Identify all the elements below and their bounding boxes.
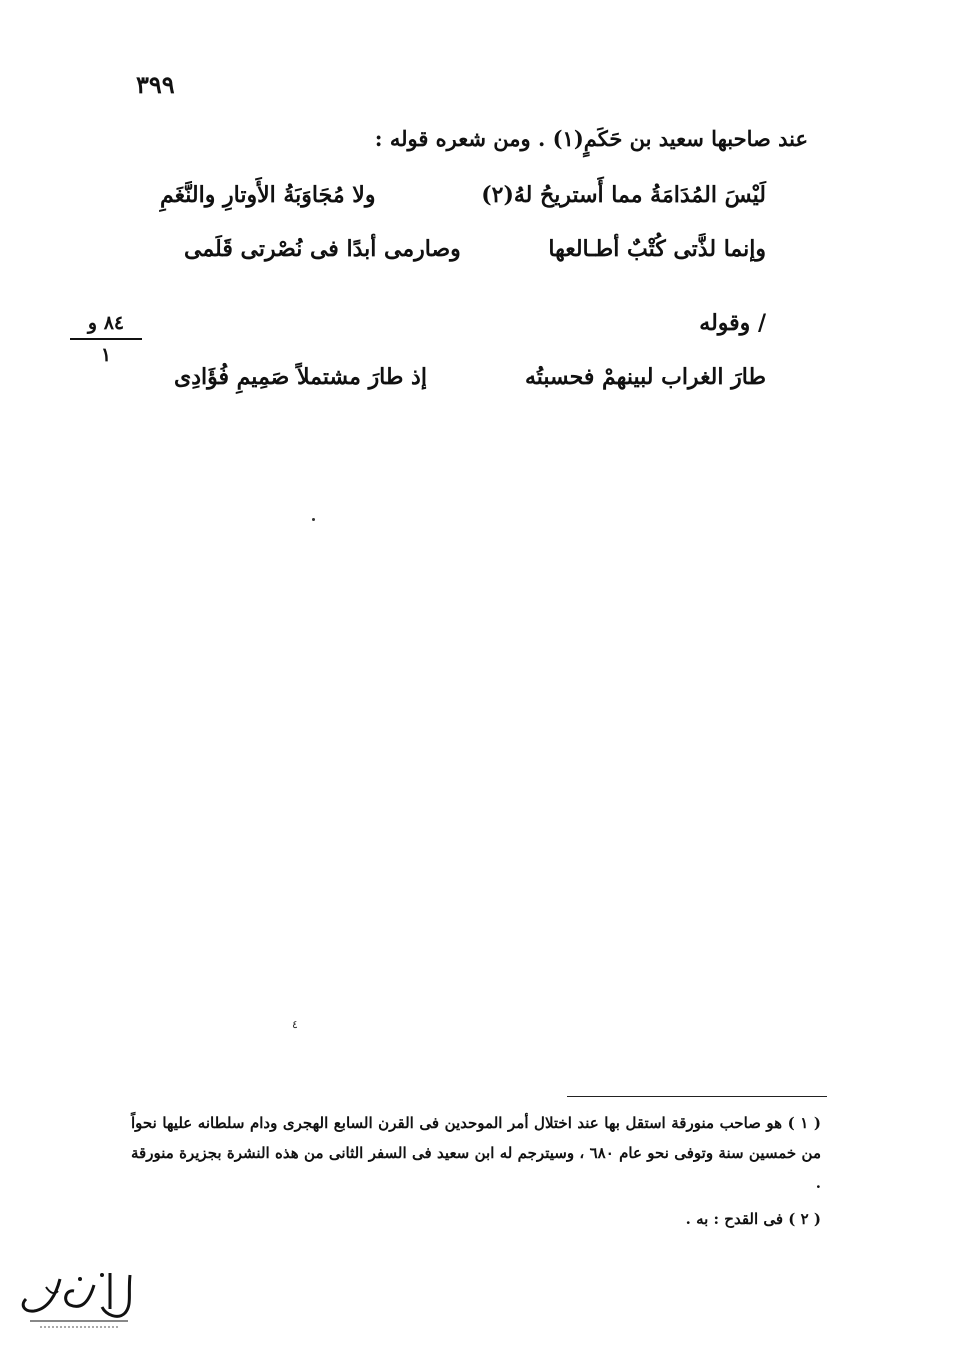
calligraphy-stamp-icon	[10, 1265, 150, 1335]
intro-line: عند صاحبها سعيد بن حَكَمٍ(١) . ومن شعره قوله :	[374, 126, 808, 151]
verse-3-first-hemistich: طارَ الغراب لبينهمْ فحسبتُه	[524, 364, 766, 390]
verse-1-second-hemistich: ولا مُجَاوَبَةُ الأَوتارِ والنَّغَمِ	[160, 182, 376, 208]
verse-2-second-hemistich: وصارمى أبدًا فى نُصْرتى قَلَمى	[184, 236, 461, 262]
folio-bottom: ١	[100, 344, 112, 366]
stray-dot	[312, 518, 315, 521]
verse-3-second-hemistich: إذ طارَ مشتملاً صَمِيمِ فُؤَادِى	[174, 364, 427, 390]
transition-line: / وقوله	[699, 310, 766, 336]
verse-1-first-hemistich: لَيْسَ المُدَامَةُ مما أَستريحُ لهُ(٢)	[481, 182, 766, 208]
footnote-2: ( ٢ ) فى القدح : به .	[685, 1210, 821, 1228]
folio-marker	[70, 312, 142, 366]
footnotes	[131, 1108, 821, 1234]
library-stamp	[10, 1265, 150, 1335]
footnote-divider	[567, 1096, 827, 1097]
footnote-1: ( ١ ) هو صاحب منورقة استقل بها عند اختلال أمر الموحدين فى القرن السابع الهجرى ودام سلطانه عليها نحواً من خمسين سنة وتوفى نحو عام ٦٨٠ ، وسيترجم له ابن سعيد فى السفر الثانى من هذه النشرة بجزيرة منورقة .	[131, 1114, 822, 1192]
verse-2-first-hemistich: وإنما لذَّتى كُتْبٌ أطـالعها	[548, 236, 766, 262]
page-number: ٣٩٩	[136, 70, 175, 99]
stray-mark: ٤	[292, 1018, 298, 1031]
folio-top: ٨٤ و	[70, 312, 142, 340]
